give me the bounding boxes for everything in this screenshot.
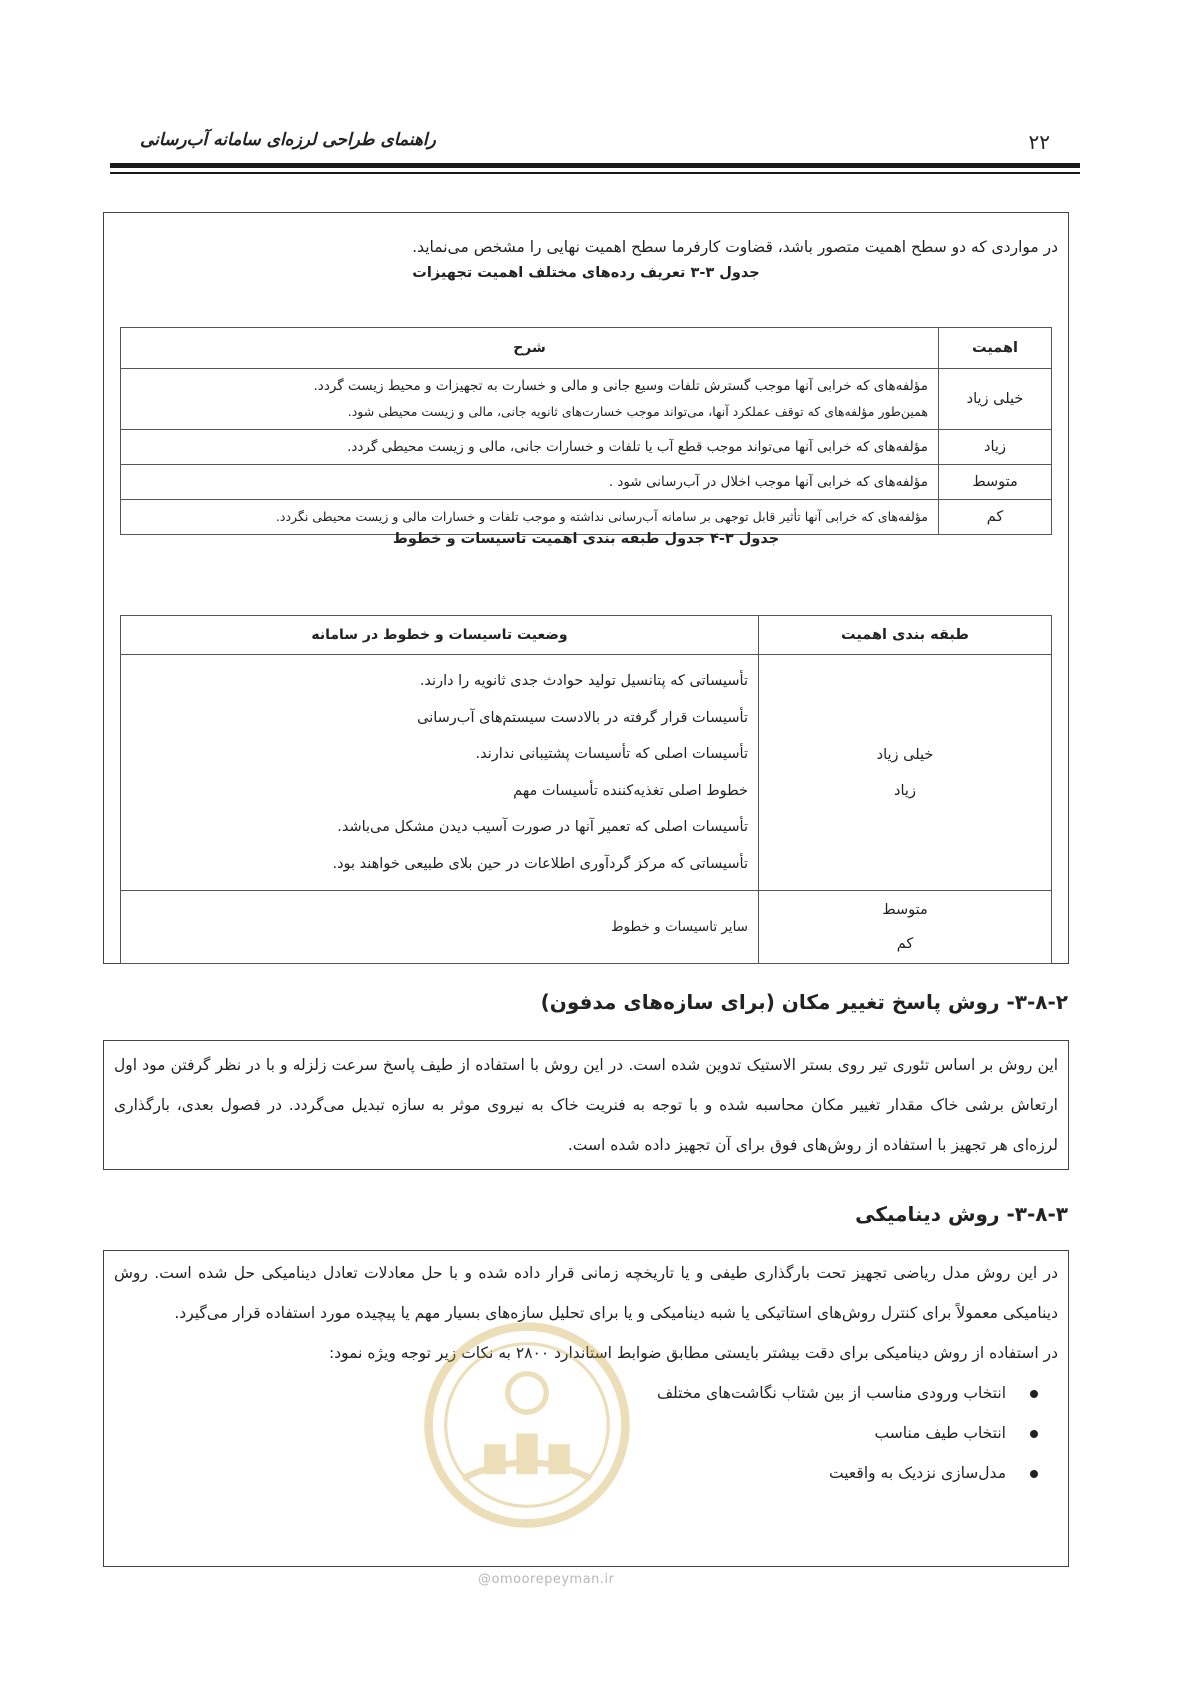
description-line: مؤلفه‌های که خرابی آنها موجب اخلال در آب‌رسانی شود . bbox=[608, 474, 928, 490]
table-header-status: وضعیت تاسیسات و خطوط در سامانه bbox=[121, 616, 759, 655]
table-row bbox=[121, 500, 1052, 535]
table-cell-importance: کم bbox=[939, 500, 1052, 535]
list-item-text: مدل‌سازی نزدیک به واقعیت bbox=[829, 1464, 1006, 1482]
table-cell-description bbox=[121, 430, 939, 465]
class-label: متوسط bbox=[882, 902, 928, 918]
watermark-url: @omoorepeyman.ir bbox=[478, 1572, 615, 1587]
page-number: ۲۲ bbox=[1028, 130, 1050, 154]
table-cell-status bbox=[121, 655, 759, 891]
table-cell-classification bbox=[759, 655, 1052, 891]
section-heading-dynamic-method: ۳-۸-۳- روش دینامیکی bbox=[855, 1202, 1068, 1226]
table-cell-description bbox=[121, 465, 939, 500]
bullet-icon bbox=[1030, 1390, 1038, 1398]
table-row bbox=[121, 891, 1052, 964]
table-cell-description bbox=[121, 369, 939, 430]
section2-box bbox=[103, 1040, 1069, 1170]
importance-classification-table bbox=[120, 615, 1052, 964]
description-line: همین‌طور مؤلفه‌های که توقف عملکرد آنها، می‌تواند موجب خسارت‌های ثانویه جانی، مالی و زیست محیطی شود. bbox=[347, 404, 928, 419]
status-item: تأسیسات اصلی که تعمیر آنها در صورت آسیب دیدن مشکل می‌باشد. bbox=[337, 819, 748, 835]
table-row bbox=[121, 465, 1052, 500]
table-cell-classification bbox=[759, 891, 1052, 964]
table-row bbox=[121, 430, 1052, 465]
table-cell-importance: متوسط bbox=[939, 465, 1052, 500]
table-header-classification: طبقه بندی اهمیت bbox=[759, 616, 1052, 655]
bullet-icon bbox=[1030, 1470, 1038, 1478]
book-title: راهنمای طراحی لرزه‌ای سامانه آب‌رسانی bbox=[140, 130, 436, 150]
intro-paragraph: در مواردی که دو سطح اهمیت متصور باشد، قضاوت کارفرما سطح اهمیت نهایی را مشخص می‌نماید. bbox=[412, 237, 1058, 256]
class-label: خیلی زیاد bbox=[876, 746, 934, 763]
table-header-row bbox=[121, 616, 1052, 655]
importance-definition-table bbox=[120, 327, 1052, 535]
watermark-seal-icon bbox=[420, 1318, 634, 1532]
tables-box bbox=[103, 212, 1069, 964]
description-line: مؤلفه‌های که خرابی آنها می‌تواند موجب قطع آب یا تلفات و خسارات جانی، مالی و زیست محیطی گردد. bbox=[347, 439, 928, 455]
status-item: تأسیسات اصلی که تأسیسات پشتیبانی ندارند. bbox=[475, 746, 748, 762]
status-item: تأسیساتی که مرکز گردآوری اطلاعات در حین بلای طبیعی خواهند بود. bbox=[332, 855, 748, 872]
class-label: زیاد bbox=[894, 782, 916, 799]
table-cell-importance: زیاد bbox=[939, 430, 1052, 465]
table1-caption: جدول ۳-۳ تعریف رده‌های مختلف اهمیت تجهیزات bbox=[412, 265, 760, 281]
table-header-description: شرح bbox=[121, 328, 939, 369]
table-row bbox=[121, 369, 1052, 430]
status-item: خطوط اصلی تغذیه‌کننده تأسیسات مهم bbox=[513, 782, 748, 799]
table-header-row bbox=[121, 328, 1052, 369]
table-header-importance: اهمیت bbox=[939, 328, 1052, 369]
list-item-text: انتخاب ورودی مناسب از بین شتاب نگاشت‌های مختلف bbox=[656, 1384, 1006, 1402]
table-cell-description bbox=[121, 500, 939, 535]
section3-paragraph-standard: در استفاده از روش دینامیکی برای دقت بیشتر بایستی مطابق ضوابط استاندارد ۲۸۰۰ به نکات زیر توجه ویژه نمود: bbox=[329, 1344, 1058, 1362]
header-rule-thin bbox=[110, 172, 1080, 174]
description-line: مؤلفه‌های که خرابی آنها تأثیر قابل توجهی بر سامانه آب‌رسانی نداشته و موجب تلفات و خسارات مالی و زیست محیطی نگردد. bbox=[275, 509, 928, 524]
table-cell-importance: خیلی زیاد bbox=[939, 369, 1052, 430]
table-row bbox=[121, 655, 1052, 891]
status-item: سایر تاسیسات و خطوط bbox=[610, 919, 748, 935]
section-heading-displacement-method: ۳-۸-۲- روش پاسخ تغییر مکان (برای سازه‌های مدفون) bbox=[540, 990, 1068, 1014]
list-item-text: انتخاب طیف مناسب bbox=[874, 1424, 1006, 1442]
bullet-icon bbox=[1030, 1430, 1038, 1438]
table-cell-status bbox=[121, 891, 759, 964]
status-item: تأسیسات قرار گرفته در بالادست سیستم‌های آب‌رسانی bbox=[417, 709, 748, 726]
header-rule-thick bbox=[110, 163, 1080, 168]
class-label: کم bbox=[896, 936, 914, 952]
section2-paragraph: این روش بر اساس تئوری تیر روی بستر الاستیک تدوین شده است. در این روش با استفاده از طیف پاسخ سرعت زلزله و با در نظر گرفتن مود اول ارتعاش برشی خاک مقدار تغییر مکان محاسبه شده و با توجه به فنریت خاک به نیروی موثر به سازه تبدیل می‌گردد. در فصول بعدی، بارگذاری لرزه‌ای هر تجهیز با استفاده از روش‌های فوق برای آن تجهیز داده شده است. bbox=[114, 1056, 1058, 1154]
status-item: تأسیساتی که پتانسیل تولید حوادث جدی ثانویه را دارند. bbox=[419, 673, 748, 689]
description-line: مؤلفه‌های که خرابی آنها موجب گسترش تلفات وسیع جانی و مالی و خسارت به تجهیزات و محیط زیست گردد. bbox=[313, 378, 928, 394]
section3-paragraph: در این روش مدل ریاضی تجهیز تحت بارگذاری طیفی و یا تاریخچه زمانی قرار داده شده و با حل معادلات تعادل دینامیکی حل شده است. روش دینامیکی معمولاً برای کنترل روش‌های استاتیکی یا شبه دینامیکی و یا برای تحلیل سازه‌های بسیار مهم یا پیچیده مورد استفاده قرار می‌گیرد. bbox=[114, 1264, 1058, 1322]
table2-caption: جدول ۳-۴ جدول طبقه بندی اهمیت تاسیسات و خطوط bbox=[392, 531, 780, 547]
